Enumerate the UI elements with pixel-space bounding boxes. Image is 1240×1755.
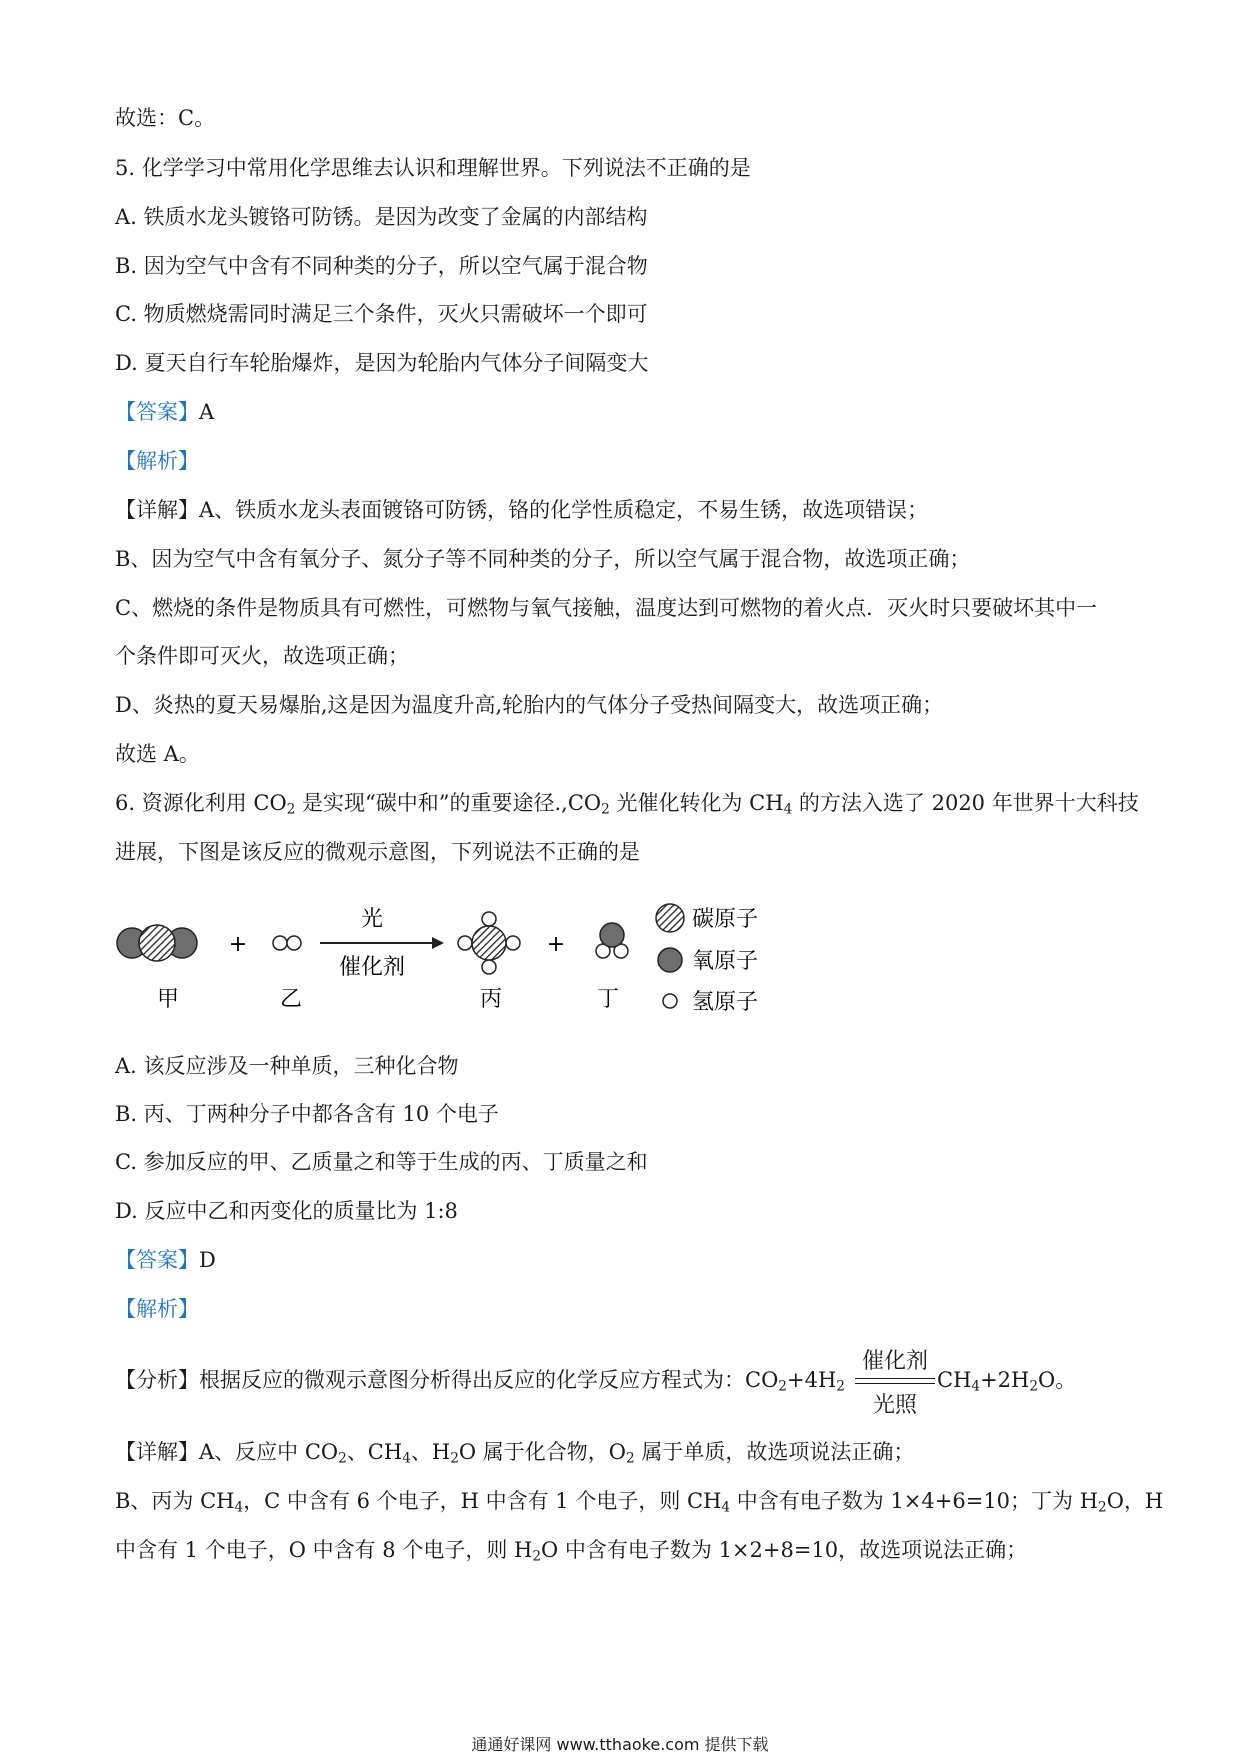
reaction-diagram	[110, 888, 780, 1028]
label-jia: 甲	[156, 987, 180, 1012]
reaction-condition	[855, 1344, 935, 1416]
q5-answer	[115, 402, 214, 423]
question-5-stem: 5. 化学学习中常用化学思维去认识和理解世界。下列说法不正确的是	[115, 156, 751, 180]
legend-hydrogen: 氢原子	[692, 990, 759, 1015]
legend-oxygen: 氧原子	[692, 949, 759, 974]
q5-detail-c-1: C、燃烧的条件是物质具有可燃性，可燃物与氧气接触，温度达到可燃物的着火点．灭火时只要破坏其中一	[115, 596, 1098, 620]
q5-conclusion: 故选 A。	[115, 742, 200, 766]
q5-detail-d: D、炎热的夏天易爆胎,这是因为温度升高,轮胎内的气体分子受热间隔变大，故选项正确；	[115, 693, 944, 717]
legend-carbon: 碳原子	[692, 907, 759, 932]
q5-detail-c-2: 个条件即可灭火，故选项正确；	[115, 644, 409, 668]
q5-analysis-tag: 【解析】	[115, 449, 199, 473]
q5-option-b: B. 因为空气中含有不同种类的分子，所以空气属于混合物	[115, 254, 648, 278]
equation-products: $CH_4+2H_2O$。	[937, 1368, 1077, 1395]
condition-catalyst: 催化剂	[861, 1349, 928, 1374]
arrow-light-label: 光	[360, 907, 384, 932]
q5-option-d: D. 夏天自行车轮胎爆炸，是因为轮胎内气体分子间隔变大	[115, 351, 649, 375]
page-footer: 通通好课网 www.tthaoke.com 提供下载	[471, 1735, 769, 1754]
q6-analysis-tag: 【解析】	[115, 1297, 199, 1321]
q6-detail-b-1: B、丙为 $CH_4$，C 中含有 6 个电子，H 中含有 1 个电子，则 $CH_4$ 中含有电子数为 1×4+6=10；丁为 $H_2O$，H	[115, 1489, 1164, 1516]
answer-tag: 【答案】	[115, 1248, 199, 1272]
q5-option-c: C. 物质燃烧需同时满足三个条件，灭火只需破坏一个即可	[115, 302, 648, 326]
plus-sign: +	[228, 932, 248, 957]
answer-value: A	[199, 400, 215, 424]
q6-option-c: C. 参加反应的甲、乙质量之和等于生成的丙、丁质量之和	[115, 1150, 648, 1174]
q6-analysis-equation: 【分析】根据反应的微观示意图分析得出反应的化学反应方程式为：$CO_2+4H_2$	[115, 1368, 845, 1395]
molecule-ding-h2o	[596, 923, 628, 958]
text-line: 故选：C。	[115, 106, 216, 130]
q6-option-b: B. 丙、丁两种分子中都各含有 10 个电子	[115, 1102, 499, 1126]
label-bing: 丙	[479, 987, 503, 1012]
question-6-stem-1: 6. 资源化利用 $CO_2$ 是实现“碳中和”的重要途径$.,CO_2$ 光催化转化为 $CH_4$ 的方法入选了 2020 年世界十大科技	[115, 791, 1139, 818]
q6-detail-b-2: 中含有 1 个电子，O 中含有 8 个电子，则 $H_2O$ 中含有电子数为 1×2+8=10，故选项说法正确；	[115, 1538, 1028, 1565]
label-ding: 丁	[596, 987, 620, 1012]
answer-tag: 【答案】	[115, 400, 199, 424]
reaction-arrow	[320, 937, 444, 949]
q6-option-d: D. 反应中乙和丙变化的质量比为 1:8	[115, 1199, 458, 1223]
arrow-catalyst-label: 催化剂	[338, 955, 406, 980]
q5-option-a: A. 铁质水龙头镀铬可防锈。是因为改变了金属的内部结构	[115, 205, 648, 229]
legend	[656, 904, 758, 1015]
plus-sign: +	[546, 932, 566, 957]
question-6-stem-2: 进展，下图是该反应的微观示意图，下列说法不正确的是	[115, 840, 640, 864]
answer-value: D	[199, 1248, 216, 1272]
q6-option-a: A. 该反应涉及一种单质，三种化合物	[115, 1054, 459, 1078]
condition-light: 光照	[872, 1393, 917, 1418]
label-yi: 乙	[279, 987, 303, 1012]
q6-answer	[115, 1250, 216, 1271]
molecule-jia-co2	[117, 925, 197, 961]
q6-detail-a: 【详解】A、反应中 $CO_2$、$CH_4$、$H_2O$ 属于化合物，$O_2$ 属于单质，故选项说法正确；	[115, 1440, 915, 1467]
molecule-yi-h2	[273, 936, 301, 950]
molecule-bing-ch4	[458, 912, 520, 974]
q5-detail-a: 【详解】A、铁质水龙头表面镀铬可防锈，铬的化学性质稳定，不易生锈，故选项错误；	[115, 498, 929, 522]
q5-detail-b: B、因为空气中含有氧分子、氮分子等不同种类的分子，所以空气属于混合物，故选项正确；	[115, 547, 971, 571]
double-line	[855, 1378, 935, 1384]
